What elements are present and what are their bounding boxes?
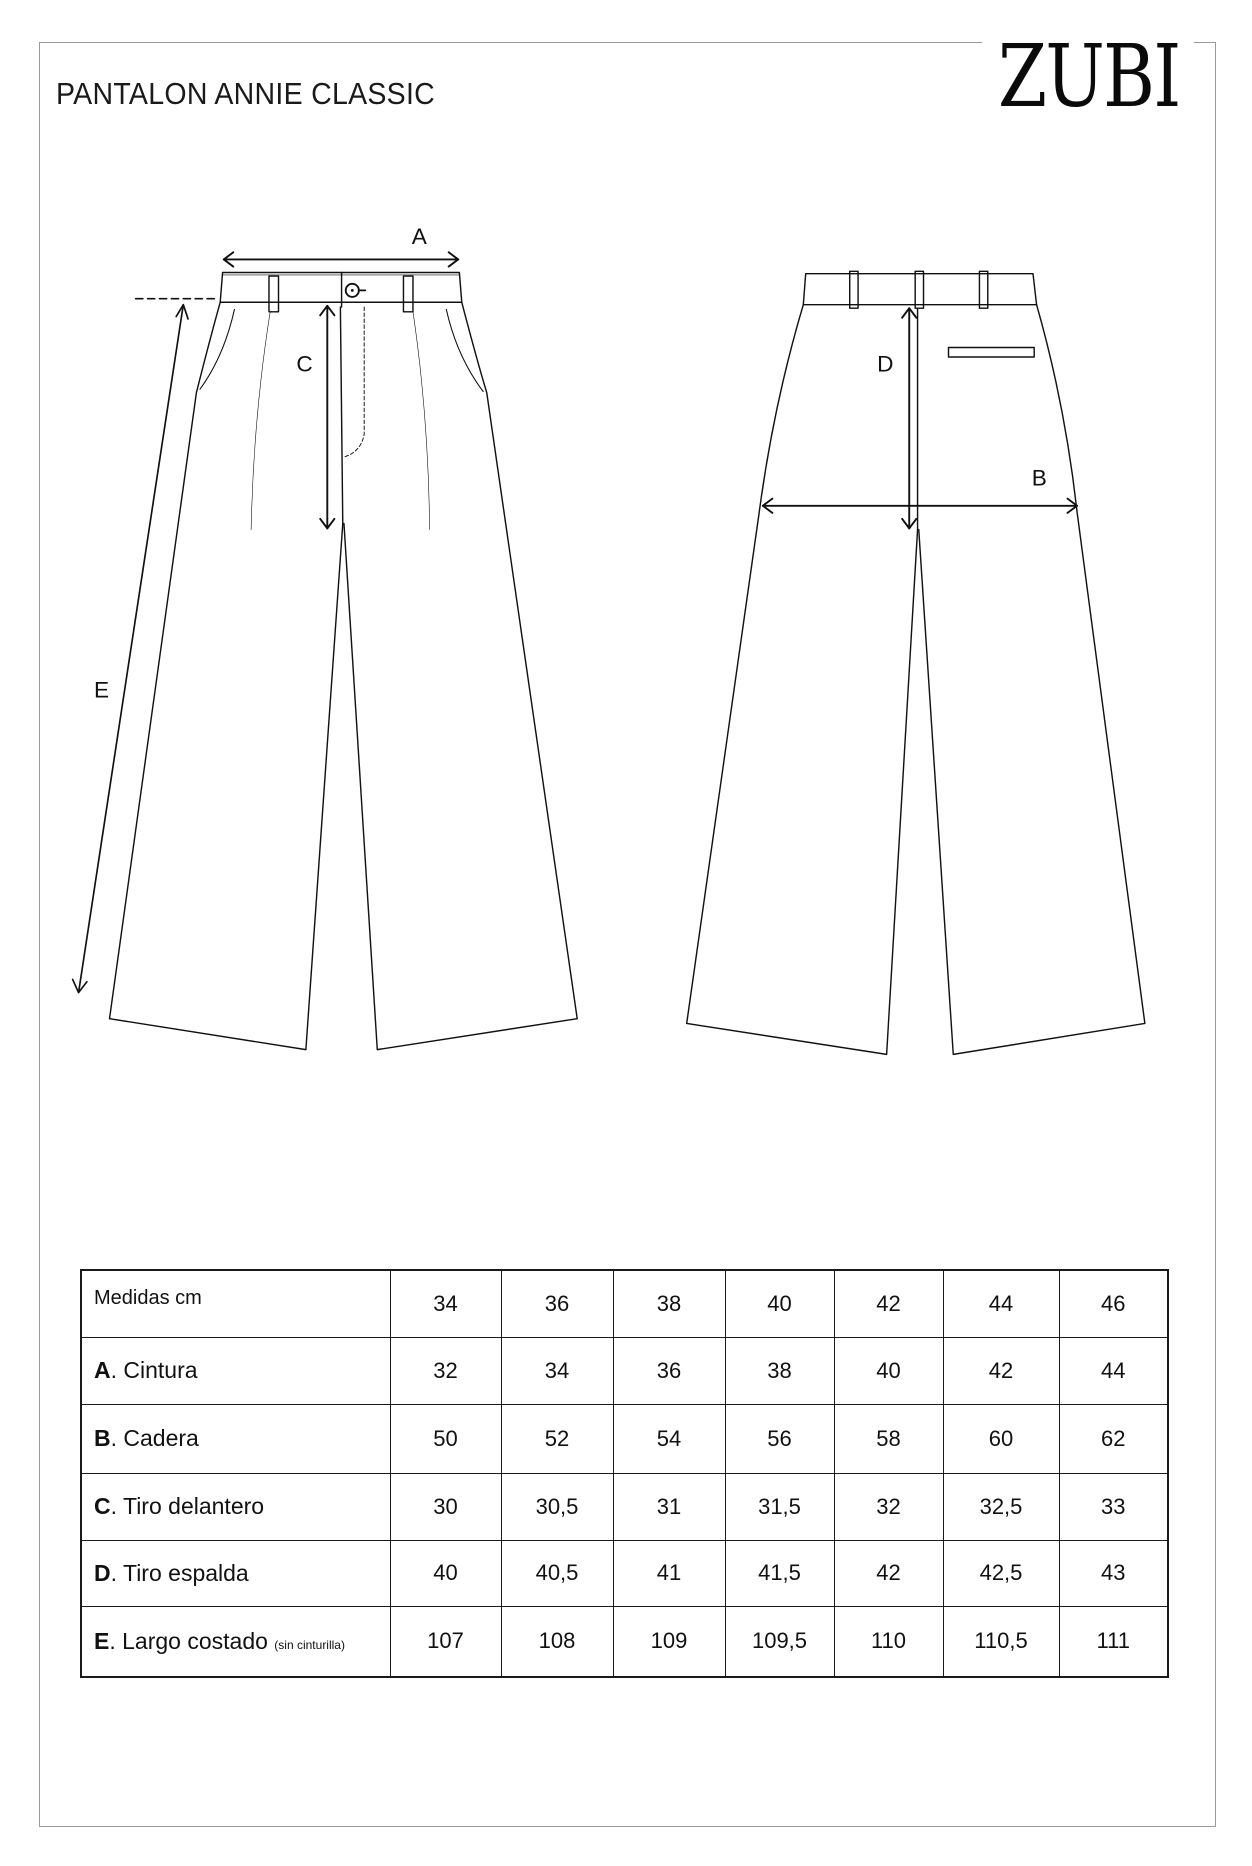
table-cell: 62 <box>1059 1404 1168 1473</box>
table-cell: 38 <box>725 1337 834 1404</box>
table-row <box>81 1540 1168 1606</box>
table-cell: 52 <box>501 1404 613 1473</box>
row-separator: . <box>109 1627 123 1654</box>
table-row <box>81 1473 1168 1540</box>
label-b: B <box>1031 465 1047 491</box>
table-header-row <box>81 1270 1168 1337</box>
table-cell: 41,5 <box>725 1540 834 1606</box>
row-name: Tiro espalda <box>123 1559 249 1586</box>
row-label <box>81 1540 390 1606</box>
table-cell: 54 <box>613 1404 725 1473</box>
table-cell: 50 <box>390 1404 501 1473</box>
row-separator: . <box>110 1493 123 1519</box>
fly-stitch <box>344 307 364 457</box>
table-cell: 32,5 <box>943 1473 1059 1540</box>
waist-arrow-a <box>224 252 458 266</box>
table-cell: 30,5 <box>501 1473 613 1540</box>
belt-loop <box>269 276 279 312</box>
table-cell: 40 <box>834 1337 943 1404</box>
size-header: 44 <box>943 1270 1059 1337</box>
row-separator: . <box>110 1357 124 1383</box>
back-pants <box>687 271 1145 1054</box>
table-row <box>81 1606 1168 1677</box>
table-cell: 30 <box>390 1473 501 1540</box>
table-cell: 33 <box>1059 1473 1168 1540</box>
size-header: 34 <box>390 1270 501 1337</box>
row-label <box>81 1606 390 1677</box>
row-name: Cintura <box>123 1357 198 1383</box>
row-label <box>81 1404 390 1473</box>
table-cell: 109,5 <box>725 1606 834 1677</box>
row-code: D <box>94 1559 111 1586</box>
table-cell: 60 <box>943 1404 1059 1473</box>
front-left-leg <box>110 302 343 1049</box>
table-cell: 32 <box>390 1337 501 1404</box>
table-cell: 110,5 <box>943 1606 1059 1677</box>
row-code: E <box>94 1627 110 1654</box>
row-name: Largo costado <box>122 1627 268 1654</box>
row-note: (sin cinturilla) <box>274 1637 345 1652</box>
back-pocket <box>949 347 1035 357</box>
size-header: 42 <box>834 1270 943 1337</box>
table-cell: 42 <box>834 1540 943 1606</box>
size-header: 46 <box>1059 1270 1168 1337</box>
hip-arrow-b <box>763 499 1077 513</box>
table-cell: 40,5 <box>501 1540 613 1606</box>
row-label <box>81 1337 390 1404</box>
belt-loop <box>850 271 858 308</box>
table-cell: 43 <box>1059 1540 1168 1606</box>
page-title: PANTALON ANNIE CLASSIC <box>56 76 436 111</box>
front-right-leg <box>344 302 577 1049</box>
label-c: C <box>296 351 313 377</box>
label-a: A <box>411 223 427 249</box>
table-cell: 41 <box>613 1540 725 1606</box>
table-cell: 109 <box>613 1606 725 1677</box>
label-e: E <box>94 677 110 703</box>
size-chart-table <box>80 1269 1169 1678</box>
back-rise-arrow-d <box>902 308 916 528</box>
side-length-arrow-e <box>73 299 219 993</box>
belt-loop <box>979 271 987 308</box>
table-cell: 34 <box>501 1337 613 1404</box>
table-cell: 108 <box>501 1606 613 1677</box>
header-label: Medidas cm <box>81 1270 390 1337</box>
table-cell: 40 <box>390 1540 501 1606</box>
belt-loop <box>915 271 923 308</box>
front-pocket-left <box>200 309 235 389</box>
size-header: 36 <box>501 1270 613 1337</box>
table-row <box>81 1404 1168 1473</box>
row-code: A <box>94 1357 111 1383</box>
size-header: 38 <box>613 1270 725 1337</box>
row-separator: . <box>110 1559 123 1586</box>
table-cell: 111 <box>1059 1606 1168 1677</box>
row-separator: . <box>110 1425 124 1451</box>
row-label <box>81 1473 390 1540</box>
back-right-leg <box>919 305 1145 1055</box>
belt-loop <box>403 276 413 312</box>
table-cell: 31 <box>613 1473 725 1540</box>
back-left-leg <box>687 305 918 1055</box>
table-cell: 42,5 <box>943 1540 1059 1606</box>
front-rise-arrow-c <box>320 306 334 529</box>
table-cell: 56 <box>725 1404 834 1473</box>
row-code: C <box>94 1493 111 1519</box>
table-cell: 42 <box>943 1337 1059 1404</box>
label-d: D <box>877 351 894 377</box>
table-cell: 110 <box>834 1606 943 1677</box>
table-cell: 32 <box>834 1473 943 1540</box>
table-cell: 36 <box>613 1337 725 1404</box>
back-waistband <box>803 274 1036 305</box>
table-cell: 44 <box>1059 1337 1168 1404</box>
row-name: Tiro delantero <box>123 1493 265 1519</box>
brand-logo: ZUBI <box>998 27 1180 127</box>
table-cell: 58 <box>834 1404 943 1473</box>
size-header: 40 <box>725 1270 834 1337</box>
front-pants <box>73 252 578 1049</box>
row-name: Cadera <box>123 1425 199 1451</box>
table-row <box>81 1337 1168 1404</box>
row-code: B <box>94 1425 111 1451</box>
front-pocket-right <box>446 309 483 391</box>
table-cell: 31,5 <box>725 1473 834 1540</box>
table-cell: 107 <box>390 1606 501 1677</box>
